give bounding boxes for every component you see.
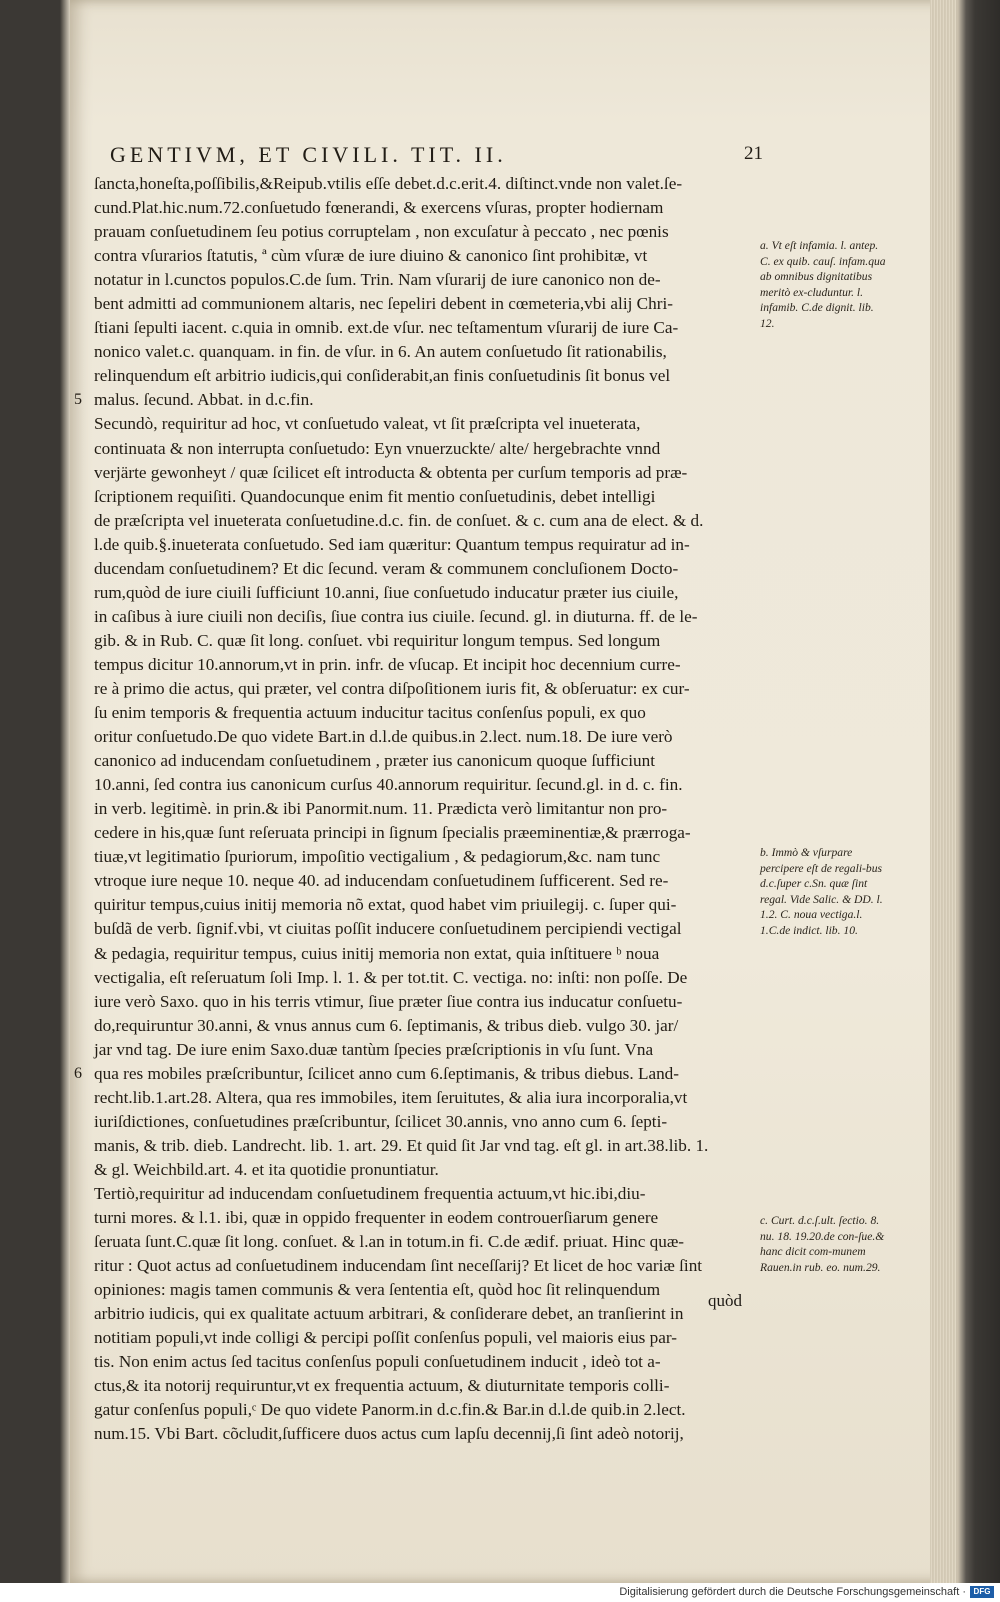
page-number: 21 <box>744 143 763 164</box>
text-line: re à primo die actus, qui præter, vel contra diſpoſitionem iuris fit, & obſeruatur: ex cur- <box>94 678 690 698</box>
text-line: contra vſurarios ſtatutis, ª cùm vſuræ de iure diuino & canonico ſint prohibitæ, vt <box>94 246 648 266</box>
text-line: ducendam conſuetudinem? Et dic ſecund. veram & communem concluſionem Docto- <box>94 558 679 578</box>
text-line: do,requiruntur 30.anni, & vnus annus cum 6. ſeptimanis, & tribus dieb. vulgo 30. jar/ <box>94 1015 679 1035</box>
text-line: jar vnd tag. De iure enim Saxo.duæ tantùm ſpecies præſcriptionis in vſu ſunt. Vna <box>94 1039 654 1059</box>
text-line: cedere in his,quæ ſunt reſeruata principi in ſignum ſpecialis præeminentiæ,& prærroga- <box>94 823 691 843</box>
text-line: canonico ad inducendam conſuetudinem , præter ius canonicum quoque ſufficiunt <box>94 751 655 771</box>
text-line: gatur conſenſus populi,ᶜ De quo videte Panorm.in d.c.fin.& Bar.in d.l.de quib.in 2.lect. <box>94 1400 686 1420</box>
text-line: verjärte gewonheyt / quæ ſcilicet eſt introducta & obtenta per curſum temporis ad præ- <box>94 462 688 482</box>
section-number: 5 <box>74 391 82 408</box>
text-line: tiuæ,vt legitimatio ſpuriorum, impoſitio vectigalium , & pedagiorum,&c. nam tunc <box>94 847 661 867</box>
text-line: bent admitti ad communionem altaris, nec ſepeliri debent in cœmeteria,vbi alij Chri- <box>94 294 673 314</box>
text-line: prauam conſuetudinem ſeu potius corruptelam , non excuſatur à peccato , nec pœnis <box>94 222 669 242</box>
text-line: recht.lib.1.art.28. Altera, qua res immobiles, item ſeruitutes, & alia iura incorporalia,vt <box>94 1087 688 1107</box>
text-line: ſtiani ſepulti iacent. c.quia in omnib. ext.de vſur. nec teſtamentum vſurarij de iure Ca- <box>94 318 679 338</box>
dfg-logo-icon[interactable]: DFG <box>970 1586 994 1598</box>
text-line: malus. ſecund. Abbat. in d.c.fin. <box>94 390 314 410</box>
footer-credit: Digitalisierung gefördert durch die Deutsche Forschungsgemeinschaft · <box>619 1586 966 1598</box>
text-line: rum,quòd de iure ciuili ſufficiunt 10.anni, ſiue conſuetudo inducatur præter ius ciuile, <box>94 582 679 602</box>
text-line: relinquendum eſt arbitrio iudicis,qui conſiderabit,an finis conſuetudinis ſit bonus vel <box>94 366 671 386</box>
text-line: & gl. Weichbild.art. 4. et ita quotidie pronuntiatur. <box>94 1159 439 1179</box>
text-line: tempus dicitur 10.annorum,vt in prin. infr. de vſucap. Et incipit hoc decennium curre- <box>94 654 681 674</box>
text-line: vtroque iure neque 10. neque 40. ad inducendam conſuetudinem ſufficerent. Sed re- <box>94 871 669 891</box>
text-line: l.de quib.§.inueterata conſuetudo. Sed iam quæritur: Quantum tempus requiratur ad in- <box>94 534 690 554</box>
text-line: ritur : Quot actus ad conſuetudinem inducendam ſint neceſſarij? Et licet de hoc variæ ſint <box>94 1256 703 1276</box>
text-line: Secundò, requiritur ad hoc, vt conſuetudo valeat, vt ſit præſcripta vel inueterata, <box>94 414 641 434</box>
text-line: ſu enim temporis & frequentia actuum inducitur tacitus conſenſus populi, ex quo <box>94 703 646 723</box>
text-line: turni mores. & l.1. ibi, quæ in oppido frequenter in eodem controuerſiarum genere <box>94 1208 659 1228</box>
body-text <box>74 172 746 1446</box>
text-line: ſancta,honeſta,poſſibilis,&Reipub.vtilis eſſe debet.d.c.erit.4. diſtinct.vnde non valet.ſe- <box>94 174 683 193</box>
text-line: iuriſdictiones, conſuetudines præſcribuntur, ſcilicet 30.annis, vno anno cum 6. ſepti- <box>94 1111 668 1131</box>
text-line: num.15. Vbi Bart. cõcludit,ſufficere duos actus cum lapſu decennij,ſi ſint adeò notorij, <box>94 1424 684 1444</box>
text-line: notitiam populi,vt inde colligi & percipi poſſit conſenſus populi, vel maioris eius par- <box>94 1328 677 1348</box>
text-line: de præſcripta vel inueterata conſuetudine.d.c. fin. de conſuet. & c. cum ana de elect. & d. <box>94 510 704 530</box>
section-number: 6 <box>74 1065 82 1082</box>
text-line: tis. Non enim actus ſed tacitus conſenſus populi conſuetudinem inducit , ideò tot a- <box>94 1352 661 1372</box>
text-line: opiniones: magis tamen communis & vera ſententia eſt, quòd hoc ſit relinquendum <box>94 1280 661 1300</box>
catchword: quòd <box>708 1291 742 1310</box>
text-line: cund.Plat.hic.num.72.conſuetudo fœnerandi, & exercens vſuras, propter hodiernam <box>94 198 664 218</box>
margin-note-a: a. Vt eſt infamia. l. antep. C. ex quib. cauſ. infam.qua ab omnibus dignitatibus meritò ex-cluduntur. l. infamib. C.de dignit. lib. 12. <box>760 239 886 330</box>
text-line: manis, & trib. dieb. Landrecht. lib. 1. art. 29. Et quid ſit Jar vnd tag. eſt gl. in art.38.lib. 1. <box>94 1135 709 1155</box>
text-line: in caſibus à iure ciuili non deciſis, ſiue contra ius ciuile. ſecund. gl. in diuturna. ff. de le- <box>94 606 698 626</box>
text-line: buſdã de verb. ſignif.vbi, vt ciuitas poſſit inducere conſuetudinem percipiendi vectigal <box>94 919 682 939</box>
text-line: arbitrio iudicis, qui ex qualitate actuum arbitrari, & conſiderare debet, an tranſierint in <box>94 1304 684 1324</box>
margin-note-c: c. Curt. d.c.ſ.ult. ſectio. 8. nu. 18. 19.20.de con-ſue.& hanc dicit com-munem Rauen.in rub. eo. num.29. <box>760 1214 885 1274</box>
text-line: oritur conſuetudo.De quo videte Bart.in d.l.de quibus.in 2.lect. num.18. De iure verò <box>94 727 673 747</box>
text-line: nonico valet.c. quanquam. in fin. de vſur. in 6. An autem conſuetudo ſit rationabilis, <box>94 342 667 362</box>
text-line: quiritur tempus,cuius initij memoria nõ extat, quod habet vim priuilegij. c. ſuper qui- <box>94 895 677 915</box>
text-line: notatur in l.cunctos populos.C.de ſum. Trin. Nam vſurarij de iure canonico non de- <box>94 270 661 290</box>
running-head: GENTIVM, ET CIVILI. TIT. II. <box>110 142 507 167</box>
text-line: in verb. legitimè. in prin.& ibi Panormit.num. 11. Prædicta verò limitantur non pro- <box>94 799 668 819</box>
text-line: ctus,& ita notorij requiruntur,vt ex frequentia actuum, & diuturnitate temporis colli- <box>94 1376 670 1396</box>
text-line: Tertiò,requiritur ad inducendam conſuetudinem frequentia actuum,vt hic.ibi,diu- <box>94 1183 646 1203</box>
text-line: ſeruata ſunt.C.quæ ſit long. conſuet. & l.an in totum.in fi. C.de ædif. priuat. Hinc quæ- <box>94 1232 685 1252</box>
footer-bar <box>0 1583 1000 1602</box>
text-line: 10.anni, ſed contra ius canonicum curſus 40.annorum requiritur. ſecund.gl. in d. c. fin. <box>94 775 683 795</box>
text-line: iure verò Saxo. quo in his terris vtimur, ſiue præter ſiue contra ius inducatur conſuetu- <box>94 991 683 1011</box>
text-line: qua res mobiles præſcribuntur, ſcilicet anno cum 6.ſeptimanis, & tribus diebus. Land- <box>94 1063 679 1083</box>
text-line: continuata & non interrupta conſuetudo: Eyn vnuerzuckte/ alte/ hergebrachte vnnd <box>94 438 661 458</box>
text-line: & pedagia, requiritur tempus, cuius initij memoria non extat, quia inſtituere ᵇ noua <box>94 943 660 963</box>
text-line: gib. & in Rub. C. quæ ſit long. conſuet. vbi requiritur longum tempus. Sed longum <box>94 630 661 650</box>
margin-note-b: b. Immò & vſurpare percipere eſt de regali-bus d.c.ſuper c.Sn. quæ ſint regal. Vide Salic. & DD. l. 1.2. C. noua vectiga.l. 1.C.de indict. lib. 10. <box>760 846 883 937</box>
text-line: vectigalia, eſt reſeruatum ſoli Imp. l. 1. & per tot.tit. C. vectiga. no: inſti: non poſſe. De <box>94 967 688 987</box>
text-line: ſcriptionem requiſiti. Quandocunque enim fit mentio conſuetudinis, debet intelligi <box>94 486 656 506</box>
page-edges <box>930 0 956 1583</box>
